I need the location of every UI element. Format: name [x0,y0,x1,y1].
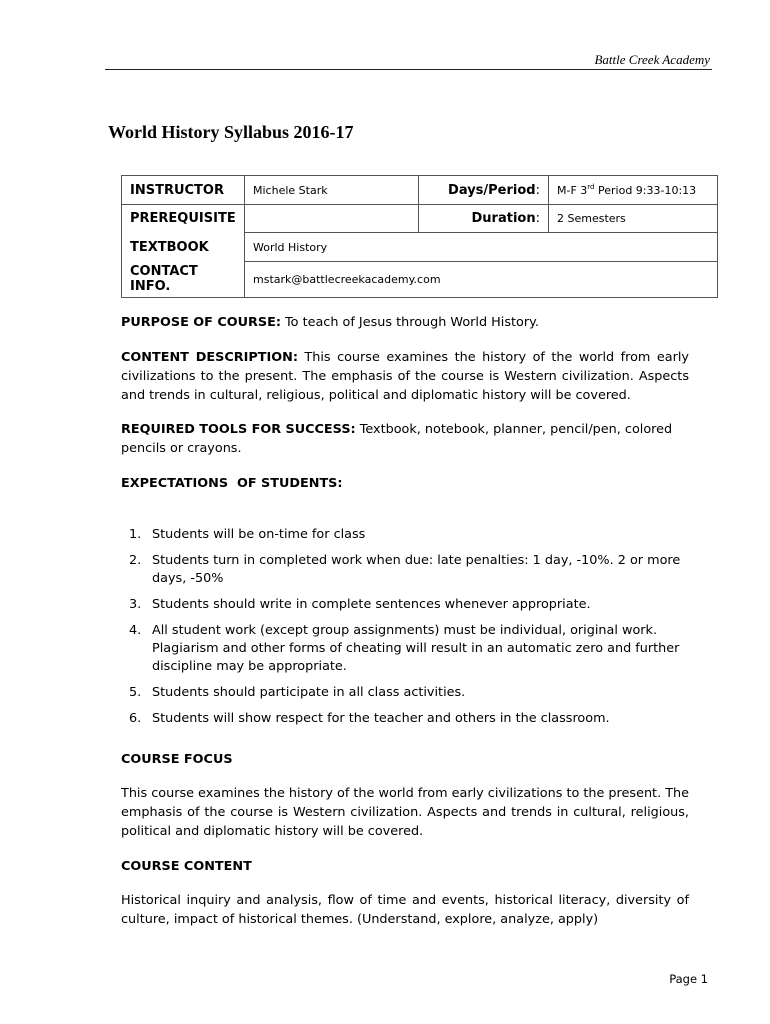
page-number: Page 1 [669,972,708,986]
purpose-label: PURPOSE OF COURSE: [121,315,281,330]
list-item [121,622,681,676]
prereq-label: PREREQUISITE [122,205,245,233]
list-item [121,596,681,614]
textbook-label: TEXTBOOK [122,233,245,262]
required-tools-text: Textbook, notebook, planner, pencil/pen, colored pencils or crayons. [121,422,673,456]
contact-value: mstark@battlecreekacademy.com [245,262,718,298]
expectations-heading: EXPECTATIONS OF STUDENTS: [121,476,343,491]
list-item [121,552,681,588]
content-description-label: CONTENT DESCRIPTION: [121,350,298,365]
days-value-prefix: M-F 3 [557,184,588,197]
list-item-number: 1. [129,527,142,542]
instructor-label: INSTRUCTOR [122,176,245,205]
list-item-number: 6. [129,711,142,726]
list-item-number: 3. [129,597,142,612]
course-focus-text: This course examines the history of the world from early civilizations to the present. The emphasis of the course is Western civilization. Aspects and trends in cultural, religious, political and diplomatic history will be covered. [121,786,690,839]
duration-colon: : [535,211,540,226]
document-title: World History Syllabus 2016-17 [108,122,354,142]
required-tools-label: REQUIRED TOOLS FOR SUCCESS: [121,422,356,437]
list-item-text: Students should write in complete sentences whenever appropriate. [152,597,591,612]
list-item-text: Students will show respect for the teacher and others in the classroom. [152,711,610,726]
list-item [121,526,681,544]
days-colon: : [535,182,540,198]
course-focus-heading: COURSE FOCUS [121,752,233,767]
list-item-text: Students should participate in all class activities. [152,685,466,700]
course-content-heading: COURSE CONTENT [121,859,252,874]
days-label: Days/Period [448,182,536,198]
purpose-text: To teach of Jesus through World History. [280,315,539,330]
duration-value: 2 Semesters [549,205,718,233]
duration-label: Duration [471,211,536,226]
expectations-list [121,526,681,736]
days-value [549,176,718,205]
textbook-value: World History [245,233,718,262]
header-school: Battle Creek Academy [594,52,710,67]
list-item [121,710,681,728]
instructor-value: Michele Stark [245,176,419,205]
days-label-cell [419,176,549,205]
course-content-text: Historical inquiry and analysis, flow of time and events, historical literacy, diversity of culture, impact of historical themes. (Understand, explore, analyze, apply) [121,893,689,927]
list-item-text: All student work (except group assignments) must be individual, original work. Plagiarism and other forms of cheating will result in an automatic zero and further discipline may be appropriate. [152,623,680,674]
header-rule [105,69,712,70]
list-item-number: 2. [129,553,142,568]
content-description-text: This course examines the history of the world from early civilizations to the present. The emphasis of the course is Western civilization. Aspects and trends in cultural, religious, political and diplomatic history will be covered. [121,350,689,403]
list-item-number: 5. [129,685,142,700]
duration-label-cell [419,205,549,233]
days-value-suffix: Period 9:33-10:13 [594,184,697,197]
list-item-number: 4. [129,623,142,638]
content-description-paragraph [121,348,689,405]
list-item-text: Students turn in completed work when due: late penalties: 1 day, -10%. 2 or more days, -50% [152,553,681,586]
info-table [121,175,718,298]
purpose-paragraph [121,313,689,332]
days-value-sup: rd [587,183,595,191]
contact-label: CONTACT INFO. [122,262,245,298]
list-item-text: Students will be on-time for class [152,527,366,542]
list-item [121,684,681,702]
required-tools-paragraph [121,420,689,458]
prereq-value [245,205,419,233]
